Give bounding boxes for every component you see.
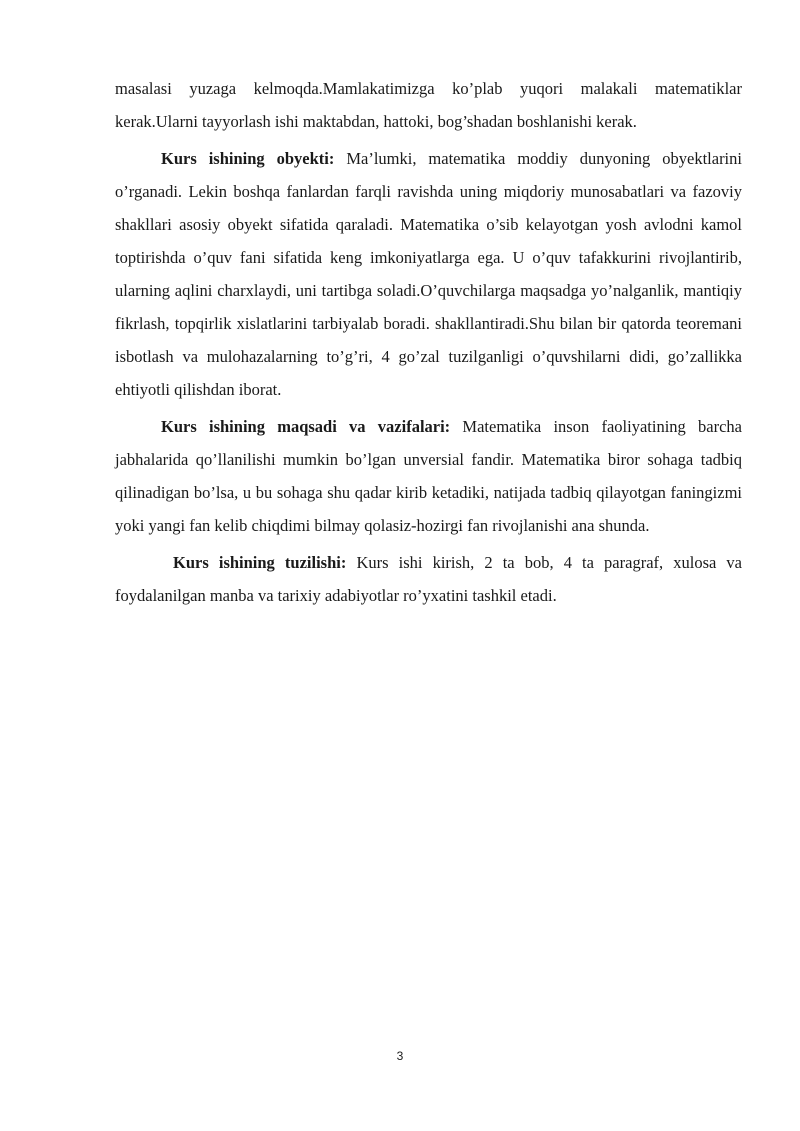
- goals-heading: Kurs ishining maqsadi va vazifalari:: [161, 417, 451, 436]
- object-paragraph: [115, 142, 742, 406]
- structure-heading: Kurs ishining tuzilishi:: [173, 553, 347, 572]
- goals-paragraph: [115, 410, 742, 542]
- goals-text: Matematika inson faoliyatining barcha jabhalarida qo’llanilishi mumkin bo’lgan unversial fandir. Matematika biror sohaga tadbiq qilinadigan bo’lsa, u bu sohaga shu qadar kirib ketadiki, natijada tadbiq qilayotgan faningizmi yoki yangi fan kelib chiqdimi bilmay qolasiz-hozirgi fan rivojlanishi ana shunda.: [115, 417, 742, 535]
- document-body: [115, 72, 742, 612]
- structure-text: Kurs ishi kirish, 2 ta bob, 4 ta paragraf, xulosa va foydalanilgan manba va tarixiy adabiyotlar ro’yxatini tashkil etadi.: [115, 553, 742, 605]
- page-number: 3: [396, 1049, 404, 1063]
- intro-text: masalasi yuzaga kelmoqda.Mamlakatimizga ko’plab yuqori malakali matematiklar kerak.Ularni tayyorlash ishi maktabdan, hattoki, bog’shadan boshlanishi kerak.: [115, 79, 742, 131]
- structure-paragraph: [115, 546, 742, 612]
- intro-paragraph: [115, 72, 742, 138]
- object-heading: Kurs ishining obyekti:: [161, 149, 335, 168]
- object-text: Ma’lumki, matematika moddiy dunyoning obyektlarini o’rganadi. Lekin boshqa fanlardan farqli ravishda uning miqdoriy munosabatlari va fazoviy shakllari asosiy obyekt sifatida qaraladi. Matematika o’sib kelayotgan yosh avlodni kamol toptirishda o’quv fani sifatida keng imkoniyatlarga ega. U o’quv tafakkurini rivojlantirib, ularning aqlini charxlaydi, uni tartibga soladi.O’quvchilarga maqsadga yo’nalganlik, mantiqiy fikrlash, topqirlik xislatlarini tarbiyalab boradi. shakllantiradi.Shu bilan bir qatorda teoremani isbotlash va mulohazalarning to’g’ri, 4 go’zal tuzilganligi o’quvshilarni didi, go’zallikka ehtiyotli qilishdan iborat.: [115, 149, 742, 399]
